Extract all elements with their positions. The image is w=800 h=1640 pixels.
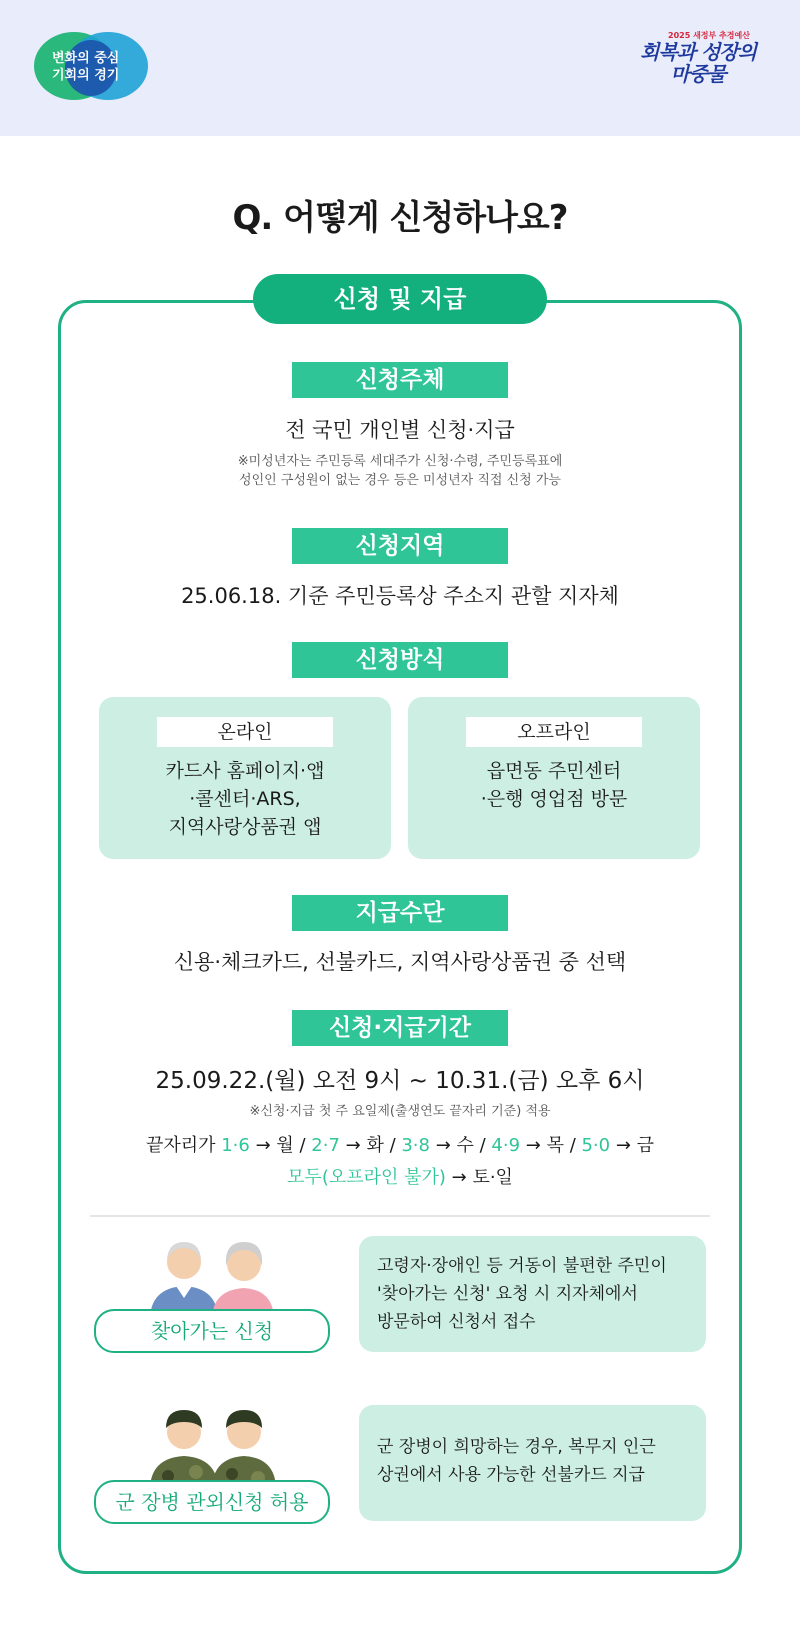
page-title: Q. 어떻게 신청하나요? [232, 198, 568, 238]
offline-label: 오프라인 [466, 717, 642, 747]
digits-4-9: 4·9 [491, 1135, 521, 1156]
online-card [99, 697, 391, 859]
campaign-logo [634, 30, 762, 100]
military-application-label: 군 장병 관외신청 허용 [94, 1480, 330, 1524]
all-offline-excluded: 모두(오프라인 불가) [287, 1167, 446, 1188]
region-text: 25.06.18. 기준 주민등록상 주소지 관할 지자체 [181, 584, 619, 608]
period-label: 신청·지급기간 [292, 1010, 508, 1046]
online-label: 온라인 [157, 717, 333, 747]
logo-text: 변화의 중심 기회의 경기 [52, 51, 120, 83]
region-label: 신청지역 [292, 528, 508, 564]
visit-application-label: 찾아가는 신청 [94, 1309, 330, 1353]
campaign-logo-big: 회복과 성장의 마중물 [640, 40, 756, 86]
header-banner [0, 0, 800, 136]
weekday-wed: → 수 / [430, 1135, 492, 1156]
content-frame [58, 300, 742, 1574]
applicant-text: 전 국민 개인별 신청·지급 [285, 418, 515, 442]
rule-prefix: 끝자리가 [145, 1135, 222, 1156]
period-text: 25.09.22.(월) 오전 9시 ~ 10.31.(금) 오후 6시 [155, 1068, 645, 1094]
military-application-info: 군 장병이 희망하는 경우, 복무지 인근 상권에서 사용 가능한 선불카드 지급 [359, 1405, 706, 1521]
weekday-thu: → 목 / [520, 1135, 582, 1156]
method-label: 신청방식 [292, 642, 508, 678]
applicant-label: 신청주체 [292, 362, 508, 398]
digits-3-8: 3·8 [401, 1135, 430, 1156]
digits-1-6: 1·6 [221, 1135, 250, 1156]
payment-label: 지급수단 [292, 895, 508, 931]
period-note: ※신청·지급 첫 주 요일제(출생연도 끝자리 기준) 적용 [249, 1104, 551, 1119]
elderly-couple-illustration [146, 1230, 278, 1320]
online-text: 카드사 홈페이지·앱 ·콜센터·ARS, 지역사랑상품권 앱 [165, 760, 325, 838]
offline-card [408, 697, 700, 859]
applicant-note: ※미성년자는 주민등록 세대주가 신청·수령, 주민등록표에 성인인 구성원이 없는 경우 등은 미성년자 직접 신청 가능 [237, 454, 563, 488]
weekday-rule-row [60, 1131, 740, 1157]
campaign-logo-small: 2025 새정부 추경예산 [668, 31, 750, 40]
visit-application-info: 고령자·장애인 등 거동이 불편한 주민이 '찾아가는 신청' 요청 시 지자체에서 방문하여 신청서 접수 [359, 1236, 706, 1352]
gyeonggi-logo [34, 30, 148, 102]
weekday-fri: → 금 [610, 1135, 655, 1156]
payment-text: 신용·체크카드, 선불카드, 지역사랑상품권 중 선택 [173, 950, 627, 974]
digits-2-7: 2·7 [311, 1135, 340, 1156]
soldiers-illustration [146, 1400, 278, 1490]
weekday-tue: → 화 / [339, 1135, 402, 1156]
offline-text: 읍면동 주민센터 ·은행 영업점 방문 [480, 760, 628, 810]
weekday-mon: → 월 / [249, 1135, 312, 1156]
divider [90, 1215, 710, 1217]
section-header-pill: 신청 및 지급 [253, 274, 547, 324]
weekend-rule-row [60, 1163, 740, 1189]
digits-5-0: 5·0 [581, 1135, 611, 1156]
weekday-weekend: → 토·일 [445, 1167, 513, 1188]
